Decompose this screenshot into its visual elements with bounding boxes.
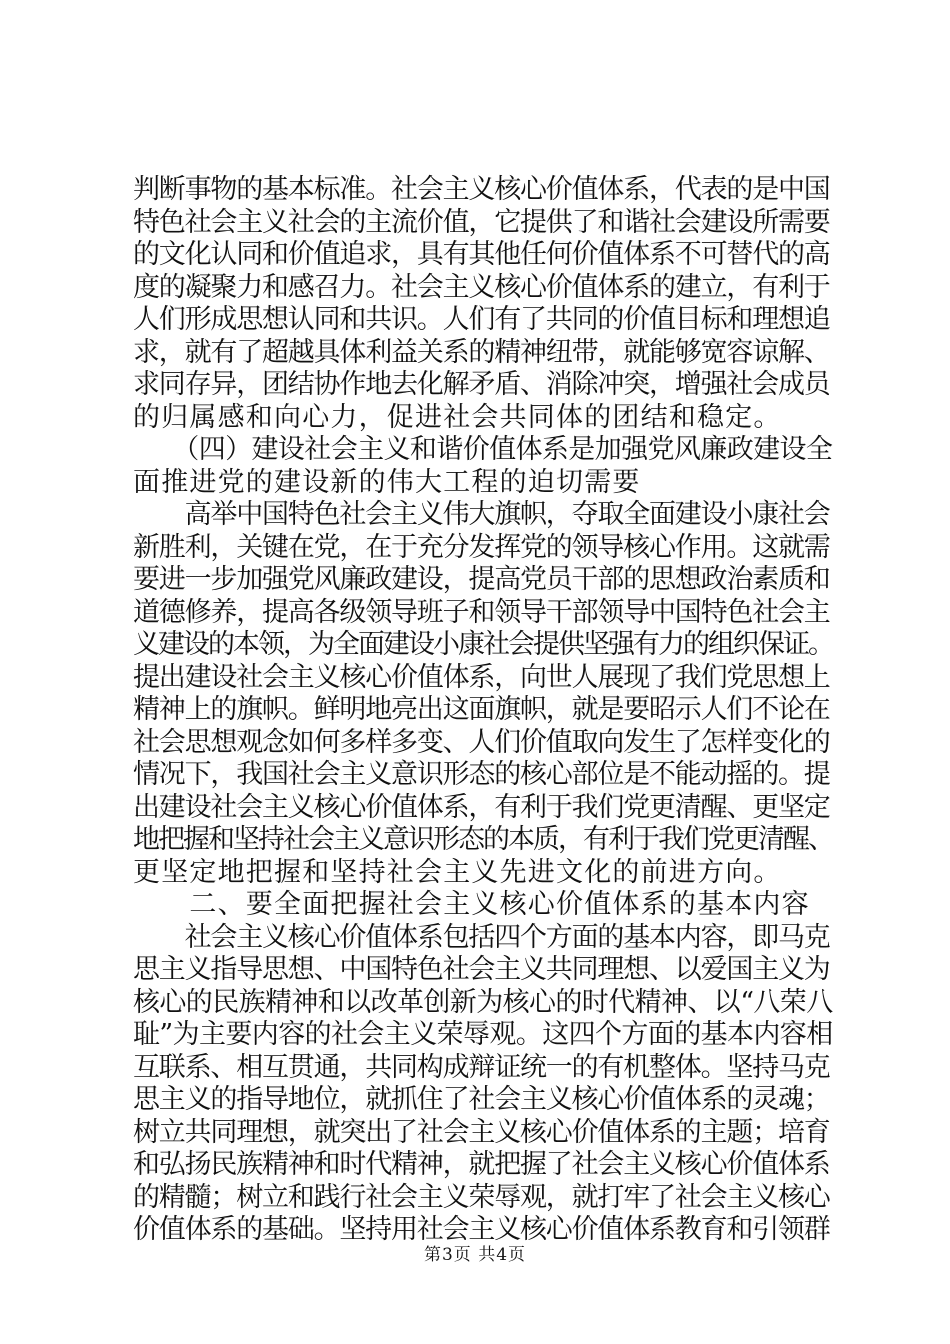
- text-line: 和弘扬民族精神和时代精神，就把握了社会主义核心价值体系: [133, 1149, 830, 1180]
- text-line: 义建设的本领，为全面建设小康社会提供坚强有力的组织保证。: [133, 629, 833, 660]
- text-line: 更坚定地把握和坚持社会主义先进文化的前进方向。: [133, 856, 782, 888]
- text-line: 的归属感和向心力，促进社会共同体的团结和稳定。: [133, 401, 782, 433]
- text-line: （四）建设社会主义和谐价值体系是加强党风廉政建设全: [133, 434, 833, 465]
- text-line: 求，就有了超越具体利益关系的精神纽带，就能够宽容谅解、: [133, 336, 830, 368]
- text-line: 人们形成思想认同和共识。人们有了共同的价值目标和理想追: [133, 304, 830, 335]
- text-line: 特色社会主义社会的主流价值，它提供了和谐社会建设所需要: [133, 206, 830, 238]
- text-line: 求同存异，团结协作地去化解矛盾、消除冲突，增强社会成员: [133, 369, 830, 400]
- text-line: 度的凝聚力和感召力。社会主义核心价值体系的建立，有利于: [133, 271, 830, 303]
- page-footer: 第3页 共4页: [423, 1245, 527, 1265]
- text-line: 思主义指导思想、中国特色社会主义共同理想、以爱国主义为: [133, 954, 830, 985]
- text-line: 树立共同理想，就突出了社会主义核心价值体系的主题；培育: [133, 1116, 830, 1148]
- text-line: 耻”为主要内容的社会主义荣辱观。这四个方面的基本内容相: [133, 1019, 833, 1050]
- text-line: 精神上的旗帜。鲜明地亮出这面旗帜，就是要昭示人们不论在: [133, 694, 830, 725]
- text-line: 的精髓；树立和践行社会主义荣辱观，就打牢了社会主义核心: [133, 1181, 830, 1213]
- text-line: 面推进党的建设新的伟大工程的迫切需要: [133, 466, 641, 498]
- text-line: 新胜利，关键在党，在于充分发挥党的领导核心作用。这就需: [133, 531, 830, 563]
- text-line: 判断事物的基本标准。社会主义核心价值体系，代表的是中国: [133, 174, 830, 205]
- text-line: 的文化认同和价值追求，具有其他任何价值体系不可替代的高: [133, 239, 830, 270]
- text-line: 出建设社会主义核心价值体系，有利于我们党更清醒、更坚定: [133, 791, 830, 823]
- text-line: 提出建设社会主义核心价值体系，向世人展现了我们党思想上: [133, 661, 830, 693]
- text-line: 社会思想观念如何多样多变、人们价值取向发生了怎样变化的: [133, 726, 830, 758]
- text-line: 核心的民族精神和以改革创新为核心的时代精神、以“八荣八: [133, 986, 833, 1018]
- text-line: 思主义的指导地位，就抓住了社会主义核心价值体系的灵魂；: [133, 1084, 830, 1115]
- text-line: 情况下，我国社会主义意识形态的核心部位是不能动摇的。提: [133, 759, 830, 790]
- text-line: 社会主义核心价值体系包括四个方面的基本内容，即马克: [133, 921, 830, 953]
- text-line: 要进一步加强党风廉政建设，提高党员干部的思想政治素质和: [133, 564, 830, 595]
- text-line: 地把握和坚持社会主义意识形态的本质，有利于我们党更清醒、: [133, 824, 833, 855]
- text-line: 道德修养，提高各级领导班子和领导干部领导中国特色社会主: [133, 596, 830, 628]
- text-line: 高举中国特色社会主义伟大旗帜，夺取全面建设小康社会: [133, 499, 830, 530]
- text-line: 价值体系的基础。坚持用社会主义核心价值体系教育和引领群: [133, 1214, 830, 1245]
- document-body: [133, 174, 833, 1247]
- text-line: 互联系、相互贯通，共同构成辩证统一的有机整体。坚持马克: [133, 1051, 830, 1083]
- text-line: 二、要全面把握社会主义核心价值体系的基本内容: [133, 889, 810, 920]
